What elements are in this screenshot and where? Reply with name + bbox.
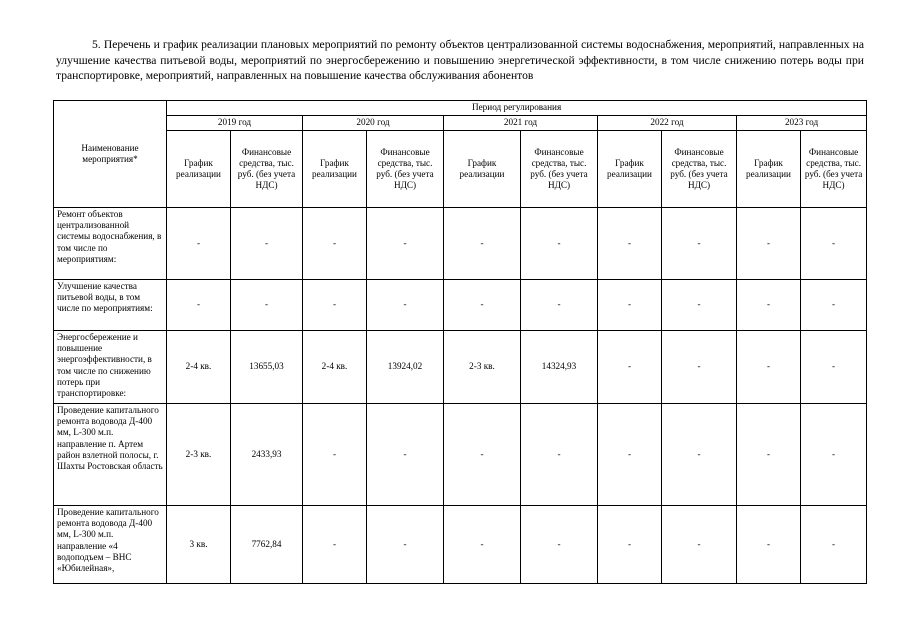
- schedule-cell: -: [737, 331, 801, 404]
- schedule-header: График реализации: [167, 131, 231, 208]
- table-row: [54, 506, 867, 584]
- finance-cell: -: [662, 506, 737, 584]
- activity-name: Улучшение качества питьевой воды, в том числе по мероприятиям:: [54, 280, 167, 331]
- finance-header: Финансовые средства, тыс. руб. (без учета НДС): [801, 131, 867, 208]
- schedule-cell: -: [598, 506, 662, 584]
- schedule-header: График реализации: [737, 131, 801, 208]
- year-header: 2019 год: [167, 116, 303, 131]
- finance-header: Финансовые средства, тыс. руб. (без учета НДС): [367, 131, 444, 208]
- finance-cell: -: [521, 404, 598, 506]
- schedule-cell: -: [598, 404, 662, 506]
- finance-cell: 13655,03: [231, 331, 303, 404]
- year-header: 2020 год: [303, 116, 444, 131]
- finance-cell: -: [801, 506, 867, 584]
- schedule-cell: -: [737, 506, 801, 584]
- schedule-cell: -: [737, 208, 801, 280]
- schedule-cell: -: [598, 208, 662, 280]
- activity-name: Ремонт объектов централизованной системы водоснабжения, в том числе по мероприятиям:: [54, 208, 167, 280]
- finance-cell: -: [367, 404, 444, 506]
- table-row: [54, 208, 867, 280]
- finance-cell: -: [801, 280, 867, 331]
- name-column-header: Наименование мероприятия*: [54, 101, 167, 208]
- finance-cell: -: [801, 208, 867, 280]
- finance-cell: -: [521, 280, 598, 331]
- finance-cell: -: [662, 208, 737, 280]
- schedule-cell: 2-3 кв.: [444, 331, 521, 404]
- schedule-header: График реализации: [303, 131, 367, 208]
- schedule-cell: 2-4 кв.: [167, 331, 231, 404]
- schedule-cell: -: [737, 280, 801, 331]
- finance-header: Финансовые средства, тыс. руб. (без учета НДС): [662, 131, 737, 208]
- finance-header: Финансовые средства, тыс. руб. (без учета НДС): [231, 131, 303, 208]
- finance-cell: -: [521, 506, 598, 584]
- finance-cell: -: [367, 280, 444, 331]
- finance-cell: -: [801, 331, 867, 404]
- schedule-header: График реализации: [598, 131, 662, 208]
- year-header: 2023 год: [737, 116, 867, 131]
- schedule-cell: -: [444, 404, 521, 506]
- table-row: [54, 404, 867, 506]
- finance-cell: -: [231, 280, 303, 331]
- finance-cell: -: [367, 208, 444, 280]
- schedule-cell: -: [444, 208, 521, 280]
- year-header: 2021 год: [444, 116, 598, 131]
- year-header: 2022 год: [598, 116, 737, 131]
- schedule-cell: -: [303, 280, 367, 331]
- finance-cell: 13924,02: [367, 331, 444, 404]
- activity-name: Проведение капитального ремонта водовода Д-400 мм, L-300 м.п. направление «4 водоподъем – ВНС «Юбилейная»,: [54, 506, 167, 584]
- finance-cell: -: [662, 404, 737, 506]
- schedule-cell: -: [303, 506, 367, 584]
- finance-cell: 14324,93: [521, 331, 598, 404]
- activity-name: Проведение капитального ремонта водовода Д-400 мм, L-300 м.п. направление п. Артем район взлетной полосы, г. Шахты Ростовская область: [54, 404, 167, 506]
- section-heading: 5. Перечень и график реализации плановых мероприятий по ремонту объектов централизованной системы водоснабжения, мероприятий, направленных на улучшение качества питьевой воды, мероприятий по энергосбережению и повышению энергетической эффективности, в том числе снижению потерь воды при транспортировке, мероприятий, направленных на повышение качества обслуживания абонентов: [56, 38, 864, 82]
- schedule-cell: -: [737, 404, 801, 506]
- schedule-cell: -: [444, 506, 521, 584]
- finance-header: Финансовые средства, тыс. руб. (без учета НДС): [521, 131, 598, 208]
- schedule-cell: -: [598, 280, 662, 331]
- header-row-subcolumns: [54, 131, 867, 208]
- schedule-cell: 3 кв.: [167, 506, 231, 584]
- header-row-period: [54, 101, 867, 116]
- finance-cell: -: [231, 208, 303, 280]
- table-row: [54, 280, 867, 331]
- schedule-cell: 2-3 кв.: [167, 404, 231, 506]
- finance-cell: 7762,84: [231, 506, 303, 584]
- schedule-cell: -: [167, 280, 231, 331]
- finance-cell: -: [367, 506, 444, 584]
- finance-cell: -: [662, 280, 737, 331]
- schedule-cell: -: [167, 208, 231, 280]
- schedule-cell: -: [444, 280, 521, 331]
- finance-cell: 2433,93: [231, 404, 303, 506]
- implementation-schedule-table: [53, 100, 867, 584]
- finance-cell: -: [801, 404, 867, 506]
- table-row: [54, 331, 867, 404]
- period-header: Период регулирования: [167, 101, 867, 116]
- schedule-cell: 2-4 кв.: [303, 331, 367, 404]
- header-row-years: [54, 116, 867, 131]
- schedule-cell: -: [303, 404, 367, 506]
- finance-cell: -: [662, 331, 737, 404]
- finance-cell: -: [521, 208, 598, 280]
- activity-name: Энергосбережение и повышение энергоэффективности, в том числе по снижению потерь при транспортировке:: [54, 331, 167, 404]
- schedule-cell: -: [303, 208, 367, 280]
- schedule-header: График реализации: [444, 131, 521, 208]
- schedule-cell: -: [598, 331, 662, 404]
